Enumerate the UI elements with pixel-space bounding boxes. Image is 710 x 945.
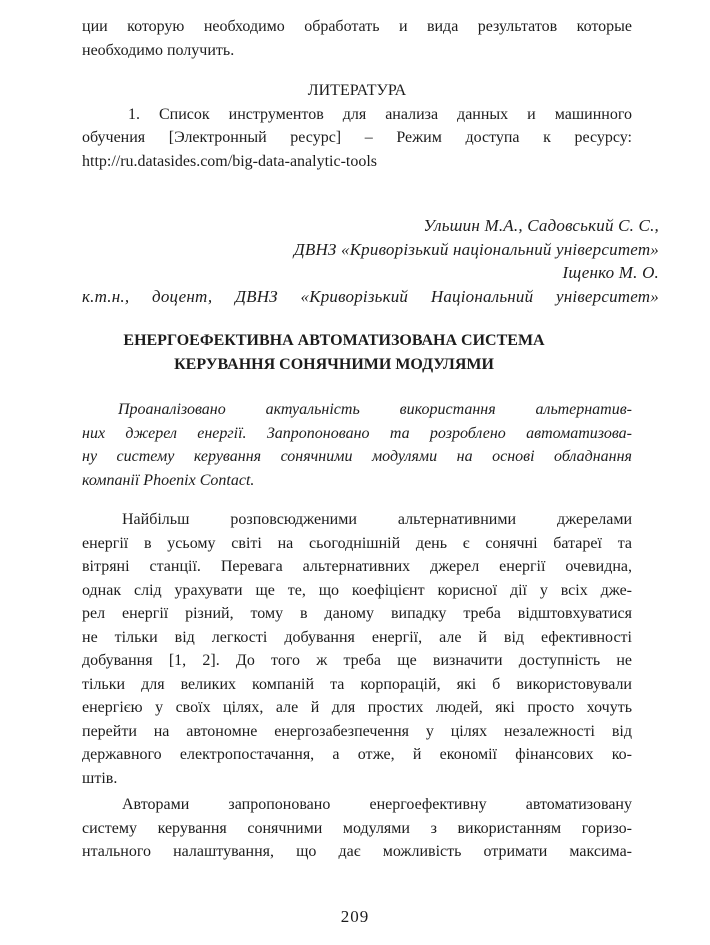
body-line: добування [1, 2]. До того ж треба ще визначити доступність не — [82, 652, 632, 669]
text-line: ции которую необходимо обработать и вида результатов которые — [82, 18, 632, 35]
body-line: тільки для великих компаній та корпорацій, які б використовували — [82, 675, 632, 693]
literature-entry — [82, 103, 632, 174]
body-line: систему керування сонячними модулями з використанням горизо- — [82, 819, 632, 837]
body-paragraph-1 — [82, 508, 632, 790]
abstract-line: компанії Phoenix Contact. — [82, 471, 255, 489]
continuation-paragraph — [82, 15, 632, 62]
abstract-line: них джерел енергії. Запропоновано та розроблено автоматизова- — [82, 424, 632, 442]
body-line: нтального налаштування, що дає можливість отримати максима- — [82, 843, 632, 860]
body-line: енергії в усьому світі на сьогоднішній день є сонячні батареї та — [82, 534, 632, 552]
body-paragraph-2 — [82, 793, 632, 864]
body-line: однак слід урахувати ще те, що коефіцієнт корисної дії у всіх дже- — [82, 581, 632, 599]
body-line: Авторами запропоновано енергоефективну автоматизовану — [122, 796, 632, 813]
text-line: обучения [Электронный ресурс] – Режим доступа к ресурсу: — [82, 129, 632, 146]
body-line: енергією у своїх цілях, але й для простих людей, які просто хочуть — [82, 699, 632, 716]
literature-url: http://ru.datasides.com/big-data-analytic-tools — [82, 152, 378, 170]
literature-heading: ЛИТЕРАТУРА — [307, 82, 407, 99]
article-title — [59, 329, 609, 376]
body-line: Найбільш розповсюдженими альтернативними джерелами — [122, 511, 632, 528]
author-affiliation: к.т.н., доцент, ДВНЗ «Криворізький Національний університет» — [82, 286, 659, 306]
article-title-line: КЕРУВАННЯ СОНЯЧНИМИ МОДУЛЯМИ — [174, 355, 494, 373]
author-line: Іщенко М. О. — [562, 263, 659, 282]
body-line: державного електропостачання, а отже, й економії фінансових ко- — [82, 746, 632, 763]
text-line: 1. Список инструментов для анализа данных и машинного — [128, 105, 632, 123]
author-line: Ульшин М.А., Садовський С. С., — [423, 216, 659, 235]
abstract — [82, 398, 632, 492]
body-line: не тільки від легкості добування енергії, але й від ефективності — [82, 628, 632, 646]
body-line: штів. — [82, 769, 118, 787]
abstract-line: Проаналізовано актуальність використання альтернатив- — [118, 401, 632, 418]
authors-block — [82, 214, 659, 308]
body-line: перейти на автономне енергозабезпечення у цілях незалежності від — [82, 722, 632, 740]
text-line: необходимо получить. — [82, 41, 235, 59]
literature-section — [82, 79, 632, 173]
body-line: вітряні станції. Перевага альтернативних джерел енергії очевидна, — [82, 558, 632, 575]
body-line: рел енергії різний, тому в даному випадку треба відштовхуватися — [82, 605, 632, 622]
author-affiliation: ДВНЗ «Криворізький національний університет» — [293, 239, 659, 259]
article-title-line: ЕНЕРГОЕФЕКТИВНА АВТОМАТИЗОВАНА СИСТЕМА — [123, 332, 545, 349]
abstract-line: ну систему керування сонячними модулями на основі обладнання — [82, 448, 632, 465]
page-number: 209 — [340, 907, 370, 926]
